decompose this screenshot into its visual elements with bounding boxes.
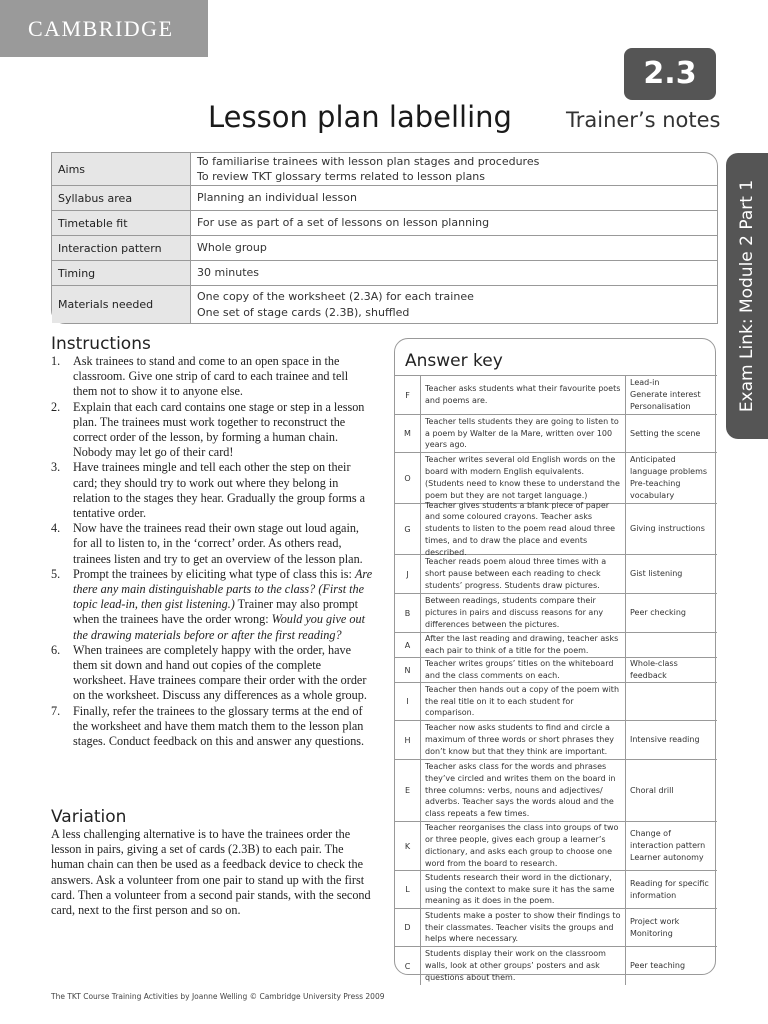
answer-stage-line: Change of interaction pattern [630,829,706,851]
info-label: Interaction pattern [52,236,191,260]
answer-stage [626,504,717,554]
answer-row [395,759,717,821]
instruction-text: When trainees are completely happy with the order, have them sit down and hand out copies of the complete worksheet. Have trainees compare their order with the order on the worksheet. Discuss any differences as a whole group. [73,642,367,703]
exam-link-label: Exam Link: Module 2 Part 1 [737,179,757,413]
answer-description: Students research their word in the dictionary, using the context to make sure it has the same meaning as it does in the poem. [421,871,626,908]
answer-description: Teacher reorganises the class into groups of two or three people, gives each group a learner’s dictionary, and asks each group to choose one word from the board to research. [421,822,626,870]
answer-row [395,870,717,908]
instruction-number: 6. [51,642,61,657]
instruction-item [51,354,375,400]
answer-row [395,452,717,503]
answer-stage-line: Anticipated language problems [630,455,708,477]
answer-description: Teacher gives students a blank piece of paper and some coloured crayons. Teacher asks students to listen to the poem read aloud three times, and to draw the place and events described. [421,504,626,554]
answer-description: Students display their work on the classroom walls, look at other groups’ posters and ask questions about them. [421,947,626,985]
instruction-number: 4. [51,521,61,536]
info-value-line: One set of stage cards (2.3B), shuffled [197,305,410,319]
answer-letter: N [395,658,421,682]
answer-stage-line: Gist listening [630,569,683,579]
answer-stage-line: Lead-in [630,378,660,388]
answer-stage-line: Whole-class feedback [630,659,678,680]
answer-letter: K [395,822,421,870]
instruction-item [51,704,375,750]
answer-row [395,946,717,985]
info-value [191,211,717,235]
answer-letter: D [395,909,421,946]
instruction-text: Now have the trainees read their own stage out loud again, for all to listen to, in the ‘correct’ order. As others read, trainees listen and try to get an overview of the lesson plan. [73,521,363,566]
instruction-number: 3. [51,460,61,475]
answer-stage [626,376,717,414]
answer-stage [626,871,717,908]
answer-description: Teacher writes several old English words on the board with modern English equivalents. (Students need to know these to understand the poem but they are not target language.) [421,453,626,503]
page-subtitle: Trainer’s notes [566,108,721,132]
answer-letter: G [395,504,421,554]
instructions-heading: Instructions [51,334,151,354]
answer-stage-line: Choral drill [630,785,674,795]
answer-letter: H [395,721,421,759]
info-value-line: One copy of the worksheet (2.3A) for each trainee [197,290,474,303]
info-value-line: Planning an individual lesson [197,191,357,205]
instruction-item [51,643,375,704]
answer-stage-line: Personalisation [630,401,691,411]
answer-letter: F [395,376,421,414]
info-row [52,211,717,236]
answer-stage [626,909,717,946]
answer-stage [626,594,717,632]
page-title: Lesson plan labelling [208,100,512,134]
answer-row [395,554,717,593]
instruction-text: Have trainees mingle and tell each other the step on their card; they should try to work out where they belong in relation to the stages they hear. Gradually the group forms a tentative order. [73,460,366,521]
info-label: Timing [52,261,191,285]
instruction-number: 2. [51,399,61,414]
info-label: Timetable fit [52,211,191,235]
instructions-list [51,354,375,749]
answer-stage-line: Reading for specific information [630,878,709,900]
answer-row [395,375,717,414]
answer-description: Teacher now asks students to find and circle a maximum of three words or short phrases they don’t know but that they think are important. [421,721,626,759]
answer-letter: J [395,555,421,593]
answer-row [395,414,717,452]
answer-description: Teacher asks students what their favourite poets and poems are. [421,376,626,414]
exam-link-tab [726,153,768,439]
answer-row [395,593,717,632]
variation-text: A less challenging alternative is to have the trainees order the lesson in pairs, giving a set of cards (2.3B) to each pair. The human chain can then be used as a feedback device to check the answers. Ask a volunteer from one pair to stand up with the first card. Then a volunteer from a second pair stands, with the second card, next to the first person and so on. [51,827,371,918]
answer-stage [626,822,717,870]
answer-row [395,500,717,557]
instruction-item [51,567,375,643]
publisher-logo: CAMBRIDGE [0,0,208,57]
answer-letter: L [395,871,421,908]
answer-letter: I [395,683,421,720]
instruction-item [51,460,375,521]
answer-row [395,632,717,657]
info-value [191,186,717,210]
answer-stage-line: Intensive reading [630,735,700,745]
answer-key-box [394,338,716,982]
instruction-number: 5. [51,566,61,581]
answer-row [395,908,717,946]
answer-stage-line: Setting the scene [630,428,701,438]
info-value [191,286,717,323]
answer-letter: O [395,453,421,503]
info-value [191,236,717,260]
answer-letter: E [395,760,421,821]
answer-description: Teacher then hands out a copy of the poem with the real title on it to each student for comparison. [421,683,626,720]
answer-letter: B [395,594,421,632]
answer-stage [626,415,717,452]
unit-number-badge: 2.3 [624,48,716,100]
lesson-info-table [51,152,718,324]
answer-description: Teacher reads poem aloud three times with a short pause between each reading to check students’ progress. Students draw pictures. [421,555,626,593]
instruction-text: Explain that each card contains one stage or step in a lesson plan. The trainees must work together to reconstruct the correct order of the lesson, by forming a human chain. Nobody may let go of their card! [73,399,365,460]
info-value-line: 30 minutes [197,266,260,280]
info-value-line: For use as part of a set of lessons on lesson planning [197,216,490,230]
info-label: Syllabus area [52,186,191,210]
answer-row [395,821,717,870]
instruction-prompt: Would you give out the drawing materials before or after the first reading? [73,612,365,642]
answer-description: After the last reading and drawing, teacher asks each pair to think of a title for the poem. [421,633,626,657]
info-row [52,286,717,323]
info-value-line: To review TKT glossary terms related to lesson plans [197,170,486,183]
answer-stage-line: Giving instructions [630,524,705,534]
variation-heading: Variation [51,807,127,827]
answer-stage [626,760,717,821]
answer-letter: M [395,415,421,452]
instruction-text: Prompt the trainees by eliciting what type of class this is: [73,566,355,581]
info-row [52,186,717,211]
info-value [191,153,717,185]
instruction-text: Trainer may also prompt when the trainees have the order wrong: [73,597,359,627]
answer-stage [626,947,717,985]
instruction-item [51,521,375,567]
copyright-footer: The TKT Course Training Activities by Joanne Welling © Cambridge University Press 2009 [51,992,385,1001]
answer-stage [626,683,717,720]
answer-letter: C [395,947,421,985]
answer-key-table [395,375,717,985]
answer-stage [626,555,717,593]
answer-description: Teacher writes groups’ titles on the whiteboard and the class comments on each. [421,658,626,682]
info-row [52,261,717,286]
instruction-prompt: Are there any main distinguishable parts to the class? (First the topic lead-in, then gist listening.) [73,566,373,612]
answer-stage-line: Learner autonomy [630,852,704,862]
answer-row [395,682,717,720]
answer-stage-line: Pre-teaching vocabulary [630,479,681,500]
answer-row [395,657,717,682]
answer-stage [626,453,717,503]
info-value-line: Whole group [197,241,267,255]
answer-description: Students make a poster to show their findings to their classmates. Teacher visits the groups and helps where necessary. [421,909,626,946]
answer-stage [626,721,717,759]
info-label: Aims [52,153,191,185]
answer-key-heading: Answer key [405,351,503,371]
instruction-number: 7. [51,703,61,718]
answer-stage [626,658,717,682]
answer-row [395,720,717,759]
info-row [52,153,717,186]
answer-description: Teacher asks class for the words and phrases they’ve circled and writes them on the board in three columns: verbs, nouns and adjectives/ adverbs. Teacher says the words aloud and the class repeats a few times. [421,760,626,821]
answer-stage-line: Generate interest [630,390,701,400]
info-row [52,236,717,261]
instruction-text: Ask trainees to stand and come to an open space in the classroom. Give one strip of card to each trainee and tell them not to show it to anyone else. [73,354,349,399]
answer-stage [626,633,717,657]
info-label: Materials needed [52,286,191,323]
info-value [191,261,717,285]
answer-stage-line: Peer checking [630,608,687,618]
info-value-line: To familiarise trainees with lesson plan stages and procedures [197,154,540,168]
answer-stage-line: Project work [630,916,680,926]
answer-stage-line: Monitoring [630,928,673,938]
answer-letter: A [395,633,421,657]
instruction-number: 1. [51,354,61,368]
instruction-item [51,400,375,461]
answer-description: Between readings, students compare their pictures in pairs and discuss reasons for any differences between the pictures. [421,594,626,632]
answer-stage-line: Peer teaching [630,961,686,971]
instruction-text: Finally, refer the trainees to the glossary terms at the end of the worksheet and have them match them to the lesson plan stages. Conduct feedback on this and answer any questions. [73,703,365,749]
answer-description: Teacher tells students they are going to listen to a poem by Walter de la Mare, written over 100 years ago. [421,415,626,452]
